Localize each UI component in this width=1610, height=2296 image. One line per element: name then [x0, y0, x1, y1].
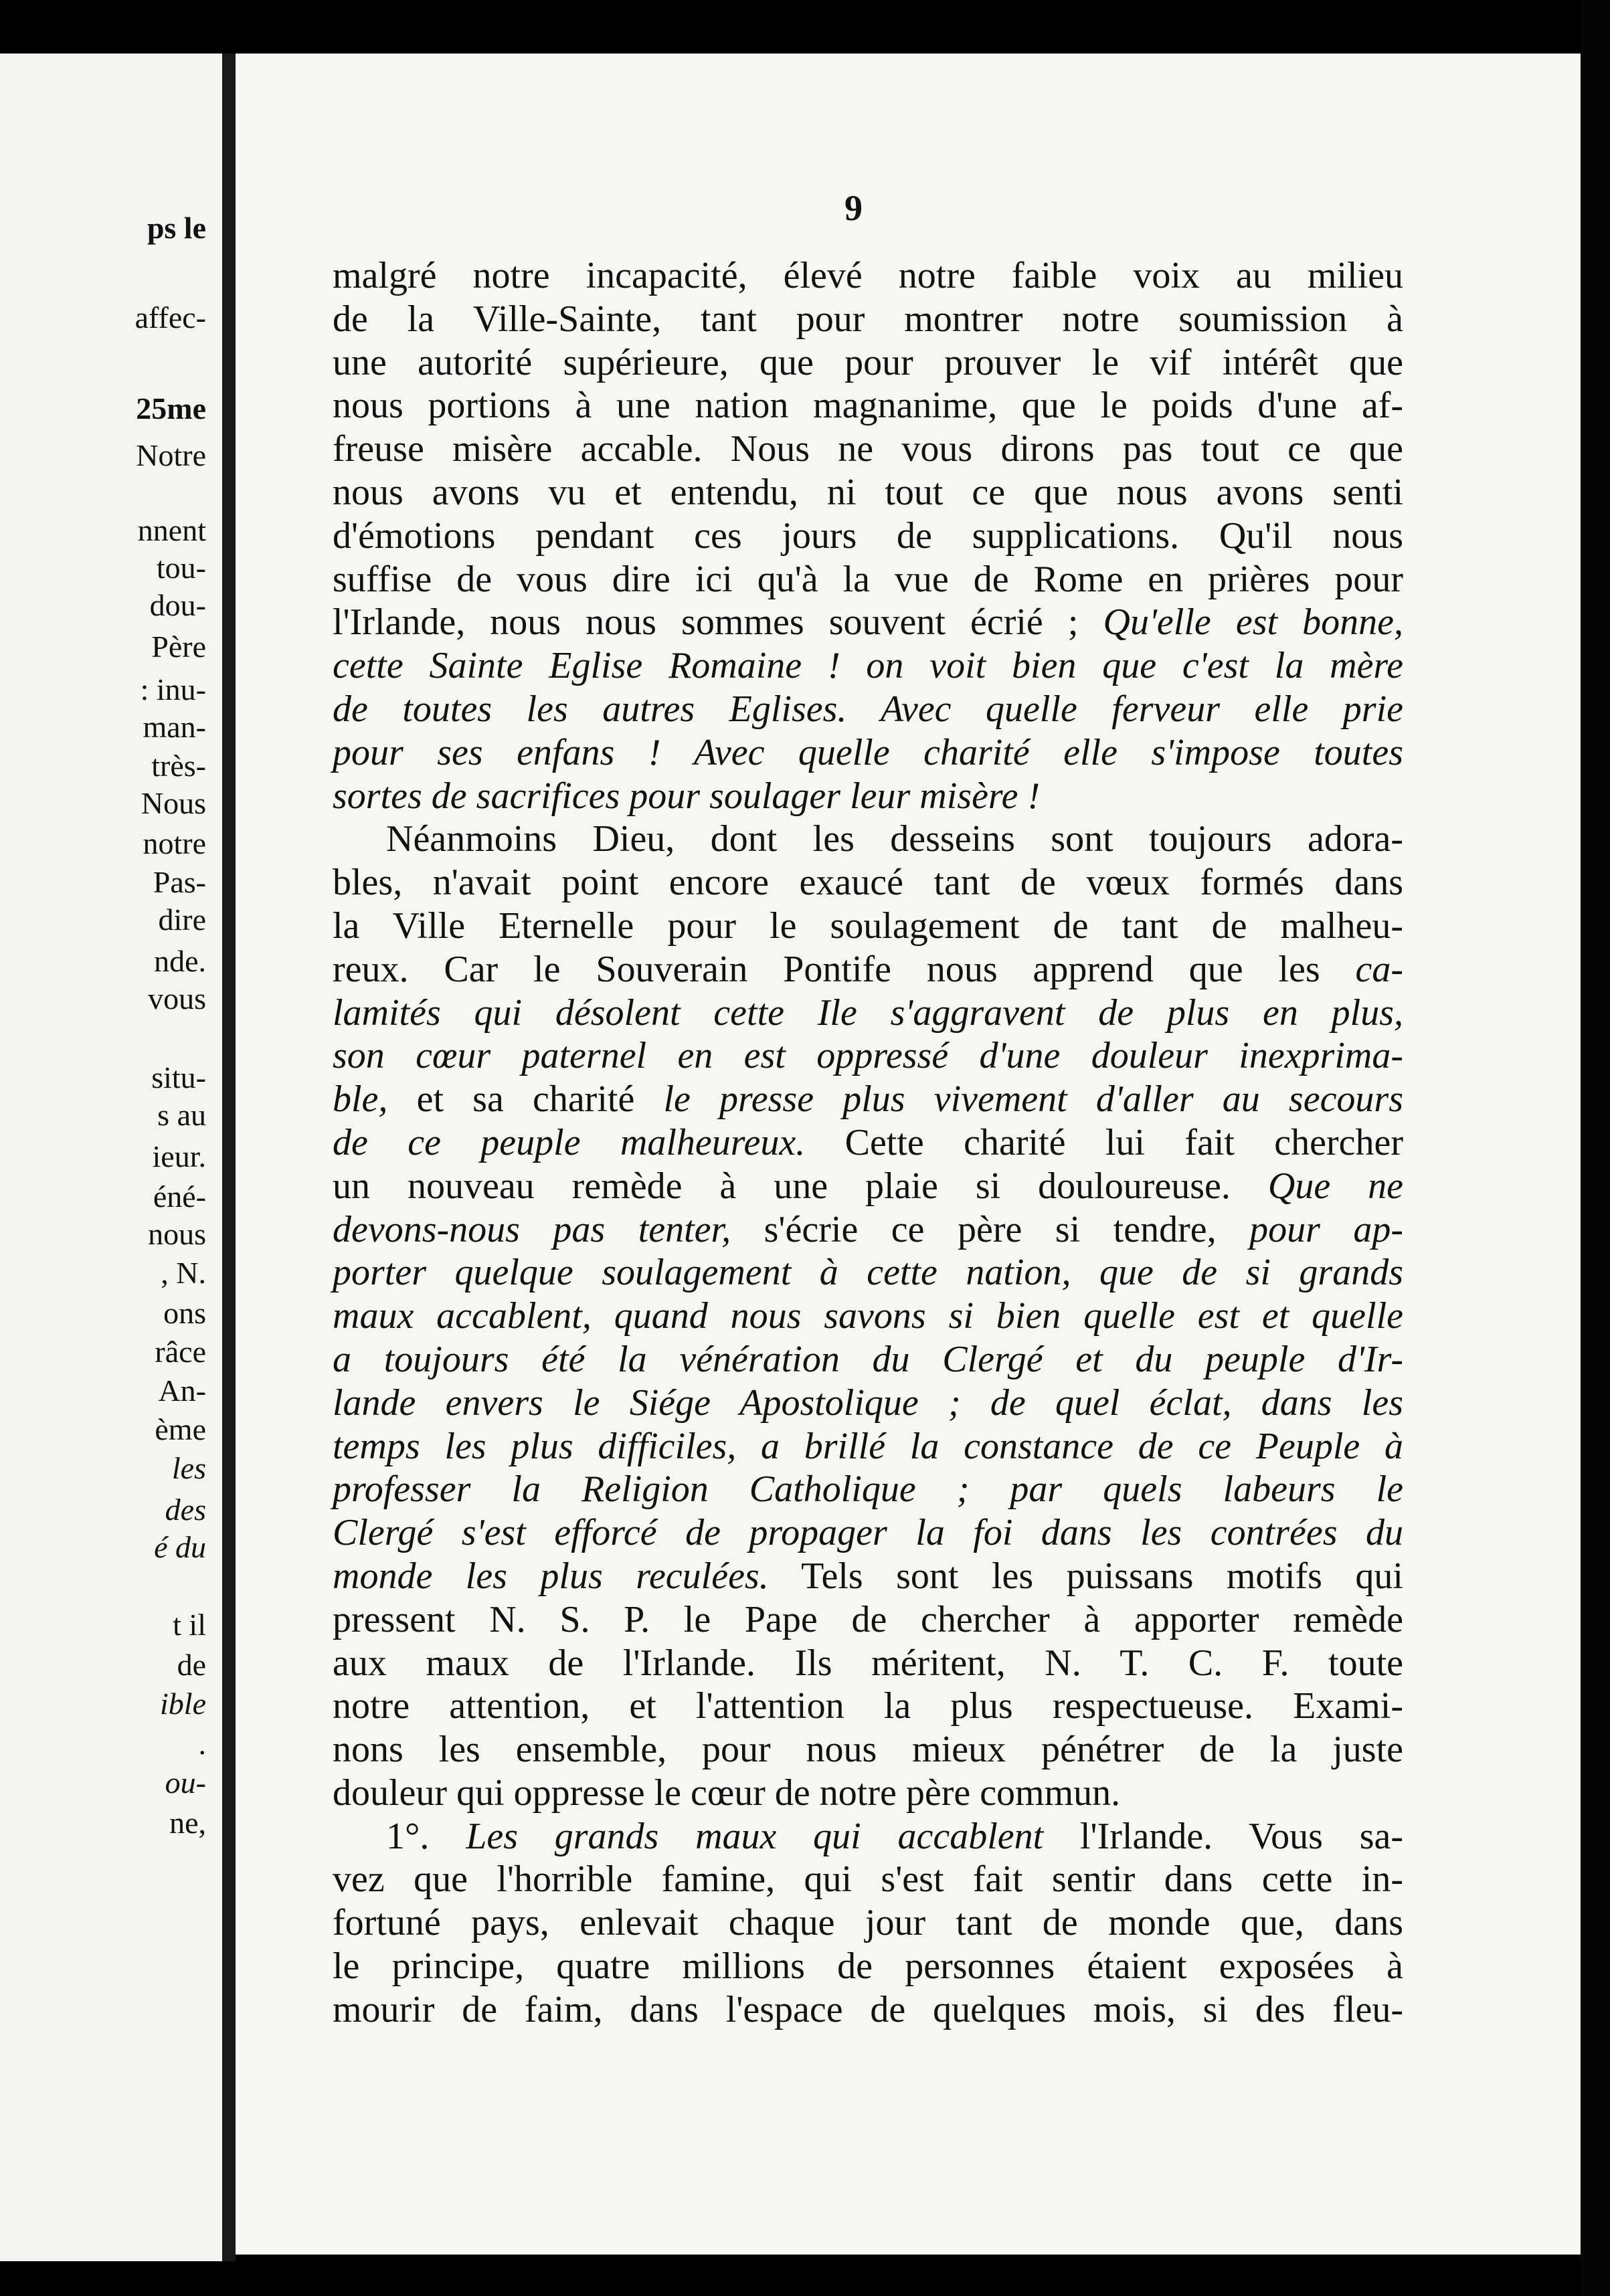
facing-page-fragment: é du: [154, 1530, 206, 1564]
text-line: mourir de faim, dans l'espace de quelques mois, si des fleu-: [333, 1988, 1403, 2030]
italic-run: Qu'elle est bonne,: [1103, 601, 1403, 644]
facing-page-fragment: Pas-: [153, 865, 206, 899]
italic-run: de toutes les autres Eglises. Avec quelle ferveur elle prie: [333, 688, 1403, 730]
facing-page-fragment: nous: [148, 1217, 206, 1251]
text-line: [333, 1468, 1403, 1511]
book-page: [236, 54, 1581, 2255]
text-line: bles, n'avait point encore exaucé tant de vœux formés dans: [333, 862, 1403, 904]
text-run: 1°.: [386, 1815, 430, 1857]
facing-page-fragment: ps le: [147, 211, 206, 245]
facing-page-fragment: .: [198, 1727, 206, 1761]
italic-run: sortes de sacrifices pour soulager leur misère !: [333, 775, 1041, 817]
text-line: le principe, quatre millions de personnes étaient exposées à: [333, 1945, 1403, 1988]
italic-run: Les grands maux qui accablent: [466, 1815, 1044, 1857]
text-line: [333, 731, 1403, 775]
italic-run: pour ap-: [1249, 1208, 1404, 1250]
text-line: [333, 601, 1403, 644]
facing-page-fragment: éné-: [153, 1179, 206, 1214]
italic-run: le presse plus vivement d'aller au secours: [663, 1078, 1404, 1121]
text-line: pressent N. S. P. le Pape de chercher à apporter remède: [333, 1598, 1403, 1640]
italic-run: ble,: [333, 1078, 388, 1121]
facing-page-fragment: des: [165, 1493, 206, 1527]
facing-page-fragment: man-: [143, 710, 206, 744]
facing-page-fragment: ible: [160, 1687, 206, 1721]
italic-run: porter quelque soulagement à cette nation, que de si grands: [333, 1252, 1403, 1294]
italic-run: de ce peuple malheureux.: [333, 1121, 806, 1163]
facing-page-fragment: tou-: [156, 551, 206, 585]
facing-page-fragment: de: [177, 1648, 206, 1682]
facing-page-fragment: , N.: [161, 1256, 206, 1290]
text-line: suffise de vous dire ici qu'à la vue de Rome en prières pour: [333, 558, 1403, 600]
italic-run: temps les plus difficiles, a brillé la constance de ce Peuple à: [333, 1425, 1403, 1467]
text-line: [333, 1338, 1403, 1381]
facing-page-fragment: râce: [155, 1335, 206, 1369]
italic-run: Clergé s'est efforcé de propager la foi dans les contrées du: [333, 1512, 1403, 1554]
italic-run: monde les plus reculées.: [333, 1555, 769, 1597]
text-line: nous avons vu et entendu, ni tout ce que nous avons senti: [333, 471, 1403, 513]
text-line: freuse misère accable. Nous ne vous dirons pas tout ce que: [333, 428, 1403, 470]
text-run: un nouveau remède à une plaie si douloureuse.: [333, 1165, 1231, 1207]
facing-page-fragment: Notre: [136, 438, 206, 472]
text-line: [333, 1511, 1403, 1555]
text-line: [333, 1121, 1403, 1165]
facing-page-fragment: très-: [151, 749, 206, 783]
facing-page-fragment: notre: [143, 826, 206, 860]
facing-page-fragment: affec-: [135, 300, 206, 334]
text-line: [333, 644, 1403, 688]
facing-page-fragment: An-: [158, 1373, 206, 1408]
italic-run: son cœur paternel en est oppressé d'une douleur inexprima-: [333, 1035, 1403, 1077]
facing-page-fragment: 25me: [136, 391, 206, 425]
text-line: fortuné pays, enlevait chaque jour tant de monde que, dans: [333, 1902, 1403, 1944]
text-line: [333, 1078, 1403, 1121]
facing-page-fragment: s au: [157, 1098, 206, 1132]
facing-page-fragment: les: [171, 1451, 206, 1485]
book-gutter: [222, 54, 236, 2261]
facing-page-fragment: ieur.: [152, 1139, 206, 1173]
scan-border: [1581, 0, 1610, 2296]
text-line: [333, 775, 1403, 818]
italic-run: professer la Religion Catholique ; par quels labeurs le: [333, 1468, 1403, 1511]
italic-run: a toujours été la vénération du Clergé et du peuple d'Ir-: [333, 1338, 1403, 1380]
facing-page-fragment: ne,: [169, 1806, 206, 1840]
facing-page-fragment: ème: [155, 1412, 206, 1446]
text-line: [333, 991, 1403, 1035]
text-run: Cette charité lui fait chercher: [844, 1121, 1404, 1163]
facing-page-fragment: t il: [173, 1608, 206, 1642]
italic-run: lande envers le Siége Apostolique ; de quel éclat, dans les: [333, 1381, 1403, 1424]
text-run: Tels sont les puissans motifs qui: [801, 1555, 1403, 1597]
text-run: l'Irlande, nous nous sommes souvent écrié ;: [333, 601, 1079, 644]
facing-page-fragment: : inu-: [140, 672, 206, 706]
text-run: et sa charité: [416, 1078, 635, 1121]
text-run: s'écrie ce père si tendre,: [764, 1208, 1217, 1250]
text-line: [333, 1295, 1403, 1338]
text-line: d'émotions pendant ces jours de supplications. Qu'il nous: [333, 514, 1403, 557]
text-line: douleur qui oppresse le cœur de notre père commun.: [333, 1772, 1121, 1814]
facing-page-fragment: nnent: [137, 513, 206, 547]
italic-run: cette Sainte Eglise Romaine ! on voit bien que c'est la mère: [333, 645, 1403, 687]
text-line: notre attention, et l'attention la plus respectueuse. Exami-: [333, 1685, 1403, 1727]
italic-run: maux accablent, quand nous savons si bien quelle est et quelle: [333, 1295, 1403, 1337]
italic-run: lamités qui désolent cette Ile s'aggravent de plus en plus,: [333, 991, 1403, 1034]
text-line: [333, 1034, 1403, 1078]
text-line: [333, 1425, 1403, 1468]
text-line: nons les ensemble, pour nous mieux pénétrer de la juste: [333, 1729, 1403, 1771]
facing-page-fragment: ons: [163, 1296, 206, 1330]
italic-run: pour ses enfans ! Avec quelle charité elle s'impose toutes: [333, 731, 1403, 773]
text-line: une autorité supérieure, que pour prouver le vif intérêt que: [333, 341, 1403, 383]
facing-page-fragment: nde.: [154, 944, 206, 978]
text-run: l'Irlande. Vous sa-: [1079, 1815, 1404, 1857]
facing-page-fragment: Nous: [141, 786, 206, 820]
facing-page-fragment: vous: [148, 981, 206, 1016]
facing-page-fragment: situ-: [151, 1060, 206, 1094]
text-line: nous portions à une nation magnanime, que le poids d'une af-: [333, 385, 1403, 427]
text-line: la Ville Eternelle pour le soulagement de tant de malheu-: [333, 904, 1403, 947]
text-line: malgré notre incapacité, élevé notre faible voix au milieu: [333, 255, 1403, 296]
text-line: [333, 1208, 1403, 1252]
italic-run: Que ne: [1267, 1165, 1404, 1207]
italic-run: devons-nous pas tenter,: [333, 1208, 731, 1250]
facing-page-fragment: Père: [151, 630, 206, 664]
body-text: [333, 254, 1403, 2032]
page-number: 9: [844, 188, 863, 228]
facing-page-fragment: dire: [158, 902, 206, 937]
facing-page-fragment: dou-: [149, 588, 206, 622]
paragraph-start: [333, 1815, 1403, 1858]
text-line: [333, 1165, 1403, 1208]
text-line: de la Ville-Sainte, tant pour montrer notre soumission à: [333, 298, 1403, 340]
facing-page-fragment: ou-: [165, 1765, 206, 1800]
text-line: vez que l'horrible famine, qui s'est fait sentir dans cette in-: [333, 1858, 1403, 1901]
facing-page-edge: [0, 54, 222, 2261]
paragraph-start: Néanmoins Dieu, dont les desseins sont toujours adora-: [386, 818, 1403, 860]
text-line: [333, 1381, 1403, 1425]
text-line: [333, 688, 1403, 731]
text-run: reux. Car le Souverain Pontife nous apprend que les: [333, 948, 1320, 990]
text-line: [333, 948, 1403, 991]
text-line: [333, 1555, 1403, 1598]
italic-run: ca-: [1355, 948, 1403, 990]
text-line: aux maux de l'Irlande. Ils méritent, N. T. C. F. toute: [333, 1642, 1403, 1684]
text-line: [333, 1251, 1403, 1295]
